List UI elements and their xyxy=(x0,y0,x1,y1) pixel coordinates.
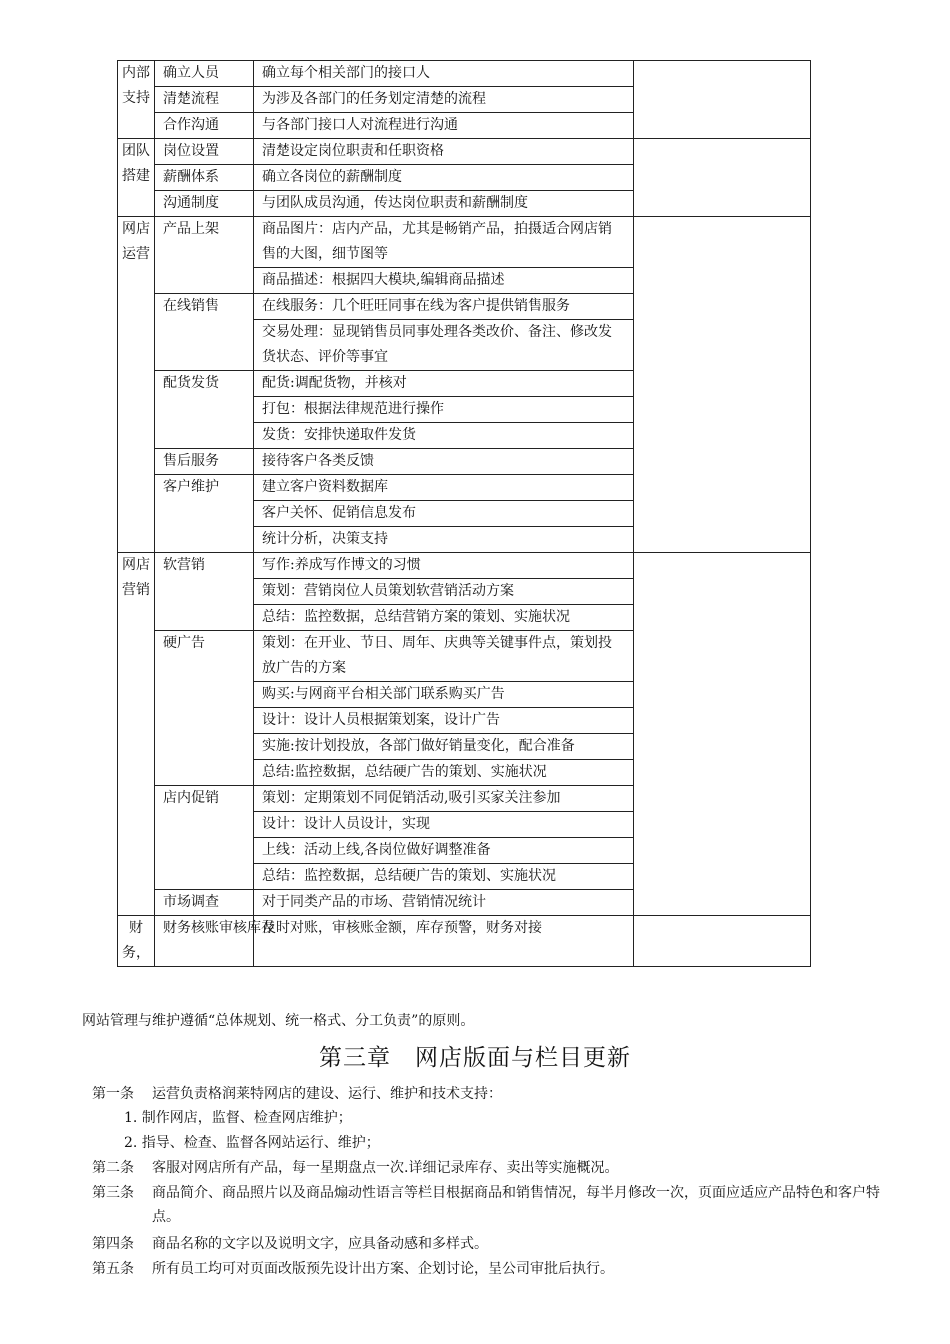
article-text: 运营负责格润莱特网店的建设、运行、维护和技术支持： xyxy=(152,1086,502,1102)
table-row xyxy=(118,553,811,579)
description-cell: 设计：设计人员根据策划案，设计广告 xyxy=(254,708,634,734)
description-cell: 总结:监控数据，总结硬广告的策划、实施状况 xyxy=(254,760,634,786)
description-cell: 为涉及各部门的任务划定清楚的流程 xyxy=(254,87,634,113)
description-cell: 策划：营销岗位人员策划软营销活动方案 xyxy=(254,579,634,605)
article-text: 商品简介、商品照片以及商品煽动性语言等栏目根据商品和销售情况，每半月修改一次，页面应适应产品特色和客户特点。 xyxy=(152,1185,880,1225)
article-item xyxy=(92,1082,902,1106)
description-cell: 在线服务：几个旺旺同事在线为客户提供销售服务 xyxy=(254,294,634,320)
description-cell: 接待客户各类反馈 xyxy=(254,449,634,475)
notes-cell xyxy=(634,139,811,217)
item-cell: 店内促销 xyxy=(155,786,254,890)
article-item xyxy=(92,1257,902,1281)
item-cell: 售后服务 xyxy=(155,449,254,475)
description-cell: 实施:按计划投放，各部门做好销量变化，配合准备 xyxy=(254,734,634,760)
description-cell: 总结：监控数据，总结营销方案的策划、实施状况 xyxy=(254,605,634,631)
table-body xyxy=(118,61,811,967)
description-cell: 设计：设计人员设计，实现 xyxy=(254,812,634,838)
description-cell: 对于同类产品的市场、营销情况统计 xyxy=(254,890,634,916)
article-text: 2. 指导、检查、监督各网站运行、维护； xyxy=(124,1135,380,1151)
table-row xyxy=(118,217,811,268)
category-cell: 网店营销 xyxy=(118,553,155,916)
article-item xyxy=(92,1156,902,1180)
notes-cell xyxy=(634,916,811,967)
description-cell: 确立各岗位的薪酬制度 xyxy=(254,165,634,191)
article-item xyxy=(92,1106,902,1130)
description-cell: 清楚设定岗位职责和任职资格 xyxy=(254,139,634,165)
description-cell: 商品图片：店内产品，尤其是畅销产品，拍摄适合网店销售的大图，细节图等 xyxy=(254,217,634,268)
category-cell: 网店运营 xyxy=(118,217,155,553)
article-text: 客服对网店所有产品，每一星期盘点一次.详细记录库存、卖出等实施概况。 xyxy=(152,1160,619,1176)
responsibility-table xyxy=(117,60,811,967)
notes-cell xyxy=(634,553,811,916)
article-item xyxy=(92,1232,902,1256)
description-cell: 交易处理：显现销售员同事处理各类改价、备注、修改发货状态、评价等事宜 xyxy=(254,320,634,371)
item-cell: 确立人员 xyxy=(155,61,254,87)
description-cell: 发货：安排快递取件发货 xyxy=(254,423,634,449)
article-text: 1. 制作网店，监督、检查网店维护； xyxy=(124,1110,352,1126)
description-cell: 与团队成员沟通，传达岗位职责和薪酬制度 xyxy=(254,191,634,217)
description-cell: 策划：在开业、节日、周年、庆典等关键事件点，策划投放广告的方案 xyxy=(254,631,634,682)
item-cell: 市场调查 xyxy=(155,890,254,916)
table-row xyxy=(118,61,811,87)
article-number: 第一条 xyxy=(92,1086,134,1102)
article-item xyxy=(92,1131,902,1155)
description-cell: 上线：活动上线,各岗位做好调整准备 xyxy=(254,838,634,864)
item-cell: 薪酬体系 xyxy=(155,165,254,191)
description-cell: 策划：定期策划不同促销活动,吸引买家关注参加 xyxy=(254,786,634,812)
article-text: 所有员工均可对页面改版预先设计出方案、企划讨论，呈公司审批后执行。 xyxy=(152,1261,614,1277)
description-cell: 客户关怀、促销信息发布 xyxy=(254,501,634,527)
notes-cell xyxy=(634,61,811,139)
item-cell: 客户维护 xyxy=(155,475,254,553)
article-number: 第五条 xyxy=(92,1261,134,1277)
description-cell: 配货:调配货物，并核对 xyxy=(254,371,634,397)
category-cell: 财务， xyxy=(118,916,155,967)
article-number: 第二条 xyxy=(92,1160,134,1176)
description-cell: 打包：根据法律规范进行操作 xyxy=(254,397,634,423)
description-cell: 确立每个相关部门的接口人 xyxy=(254,61,634,87)
notes-cell xyxy=(634,217,811,553)
article-number: 第三条 xyxy=(92,1185,134,1201)
description-cell: 统计分析，决策支持 xyxy=(254,527,634,553)
description-cell: 总结：监控数据，总结硬广告的策划、实施状况 xyxy=(254,864,634,890)
item-cell: 岗位设置 xyxy=(155,139,254,165)
category-cell: 内部支持 xyxy=(118,61,155,139)
description-cell: 建立客户资料数据库 xyxy=(254,475,634,501)
item-cell: 软营销 xyxy=(155,553,254,631)
item-cell: 清楚流程 xyxy=(155,87,254,113)
table-row xyxy=(118,139,811,165)
item-cell: 合作沟通 xyxy=(155,113,254,139)
principle-text: 网站管理与维护遵循“总体规划、统一格式、分工负责”的原则。 xyxy=(82,1013,475,1029)
item-cell: 硬广告 xyxy=(155,631,254,786)
item-cell: 配货发货 xyxy=(155,371,254,449)
description-cell: 与各部门接口人对流程进行沟通 xyxy=(254,113,634,139)
item-cell: 在线销售 xyxy=(155,294,254,371)
item-cell: 沟通制度 xyxy=(155,191,254,217)
article-text: 商品名称的文字以及说明文字，应具备动感和多样式。 xyxy=(152,1236,488,1252)
description-cell: 商品描述：根据四大模块,编辑商品描述 xyxy=(254,268,634,294)
article-number: 第四条 xyxy=(92,1236,134,1252)
article-item xyxy=(92,1181,902,1229)
description-cell: 购买:与网商平台相关部门联系购买广告 xyxy=(254,682,634,708)
description-cell: 写作:养成写作博文的习惯 xyxy=(254,553,634,579)
item-cell: 财务核账审核库存 xyxy=(155,916,254,967)
table-row xyxy=(118,916,811,967)
description-cell: 及时对账，审核账金额，库存预警，财务对接 xyxy=(254,916,634,967)
category-cell: 团队搭建 xyxy=(118,139,155,217)
item-cell: 产品上架 xyxy=(155,217,254,294)
chapter-title: 第三章 网店版面与栏目更新 xyxy=(319,1045,631,1071)
